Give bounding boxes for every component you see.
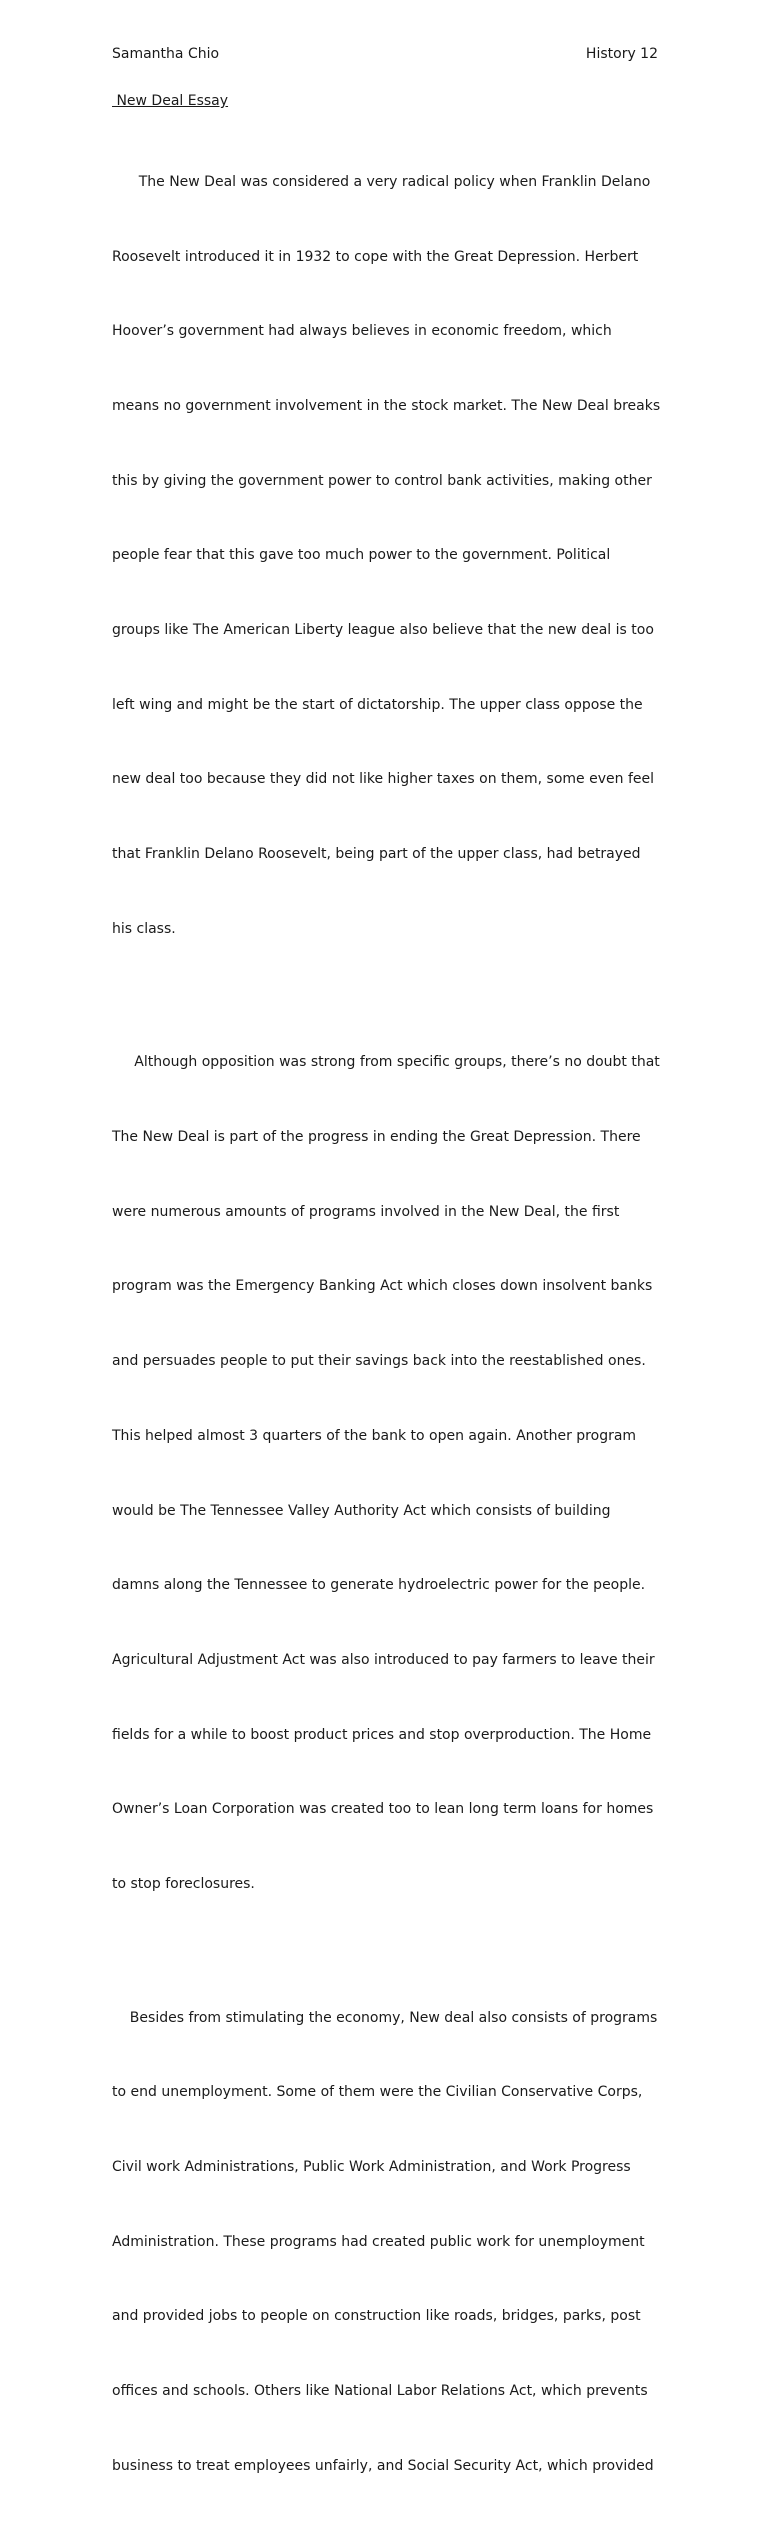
paragraph-line: and persuades people to put their savings back into the reestablished ones. [112,1353,646,1370]
paragraph-line: The New Deal was considered a very radical policy when Franklin Delano [112,173,651,190]
document-page [112,44,661,2529]
paragraph-line: fields for a while to boost product prices and stop overproduction. The Home [112,1726,652,1743]
paragraph-line: program was the Emergency Banking Act which closes down insolvent banks [112,1278,653,1295]
paragraph-line: people fear that this gave too much power to the government. Political [112,547,611,564]
essay-paragraph [112,120,661,992]
paragraph-line: would be The Tennessee Valley Authority Act which consists of building [112,1502,611,1519]
paragraph-line: this by giving the government power to control bank activities, making other [112,472,652,489]
paragraph-line: to end unemployment. Some of them were the Civilian Conservative Corps, [112,2084,643,2101]
paragraph-line: Hoover’s government had always believes in economic freedom, which [112,323,612,340]
paragraph-line: to stop foreclosures. [112,1876,255,1893]
essay-title: New Deal Essay [112,93,229,109]
paragraph-line: left wing and might be the start of dictatorship. The upper class oppose the [112,696,643,713]
paragraph-line: The New Deal is part of the progress in ending the Great Depression. There [112,1129,641,1146]
paragraph-line: Owner’s Loan Corporation was created too to lean long term loans for homes [112,1801,654,1818]
paragraph-line: damns along the Tennessee to generate hydroelectric power for the people. [112,1577,646,1594]
paragraph-line: groups like The American Liberty league also believe that the new deal is too [112,622,654,639]
paragraph-line: his class. [112,920,176,937]
paragraph-line: This helped almost 3 quarters of the bank to open again. Another program [112,1427,637,1444]
paragraph-line: business to treat employees unfairly, and Social Security Act, which provided [112,2457,654,2474]
paragraph-line: and provided jobs to people on construction like roads, bridges, parks, post [112,2308,641,2325]
author-name: Samantha Chio [112,46,220,62]
paragraph-line: were numerous amounts of programs involved in the New Deal, the first [112,1203,620,1220]
paragraph-line: Besides from stimulating the economy, New deal also consists of programs [112,2009,658,2026]
paragraph-line: that Franklin Delano Roosevelt, being part of the upper class, had betrayed [112,846,641,863]
paragraph-line: means no government involvement in the stock market. The New Deal breaks [112,397,661,414]
paragraph-line: Administration. These programs had created public work for unemployment [112,2233,645,2250]
paragraph-line: offices and schools. Others like National Labor Relations Act, which prevents [112,2383,648,2400]
page-header [112,44,658,64]
paragraph-line: Roosevelt introduced it in 1932 to cope with the Great Depression. Herbert [112,248,639,265]
paragraph-line: new deal too because they did not like higher taxes on them, some even feel [112,771,655,788]
paragraph-line: Civil work Administrations, Public Work Administration, and Work Progress [112,2159,631,2176]
essay-paragraph [112,1956,658,2529]
paragraph-line: Agricultural Adjustment Act was also introduced to pay farmers to leave their [112,1651,655,1668]
course-name: History 12 [585,46,658,62]
essay-paragraph [112,1001,658,1947]
paragraph-line: Although opposition was strong from specific groups, there’s no doubt that [112,1054,660,1071]
